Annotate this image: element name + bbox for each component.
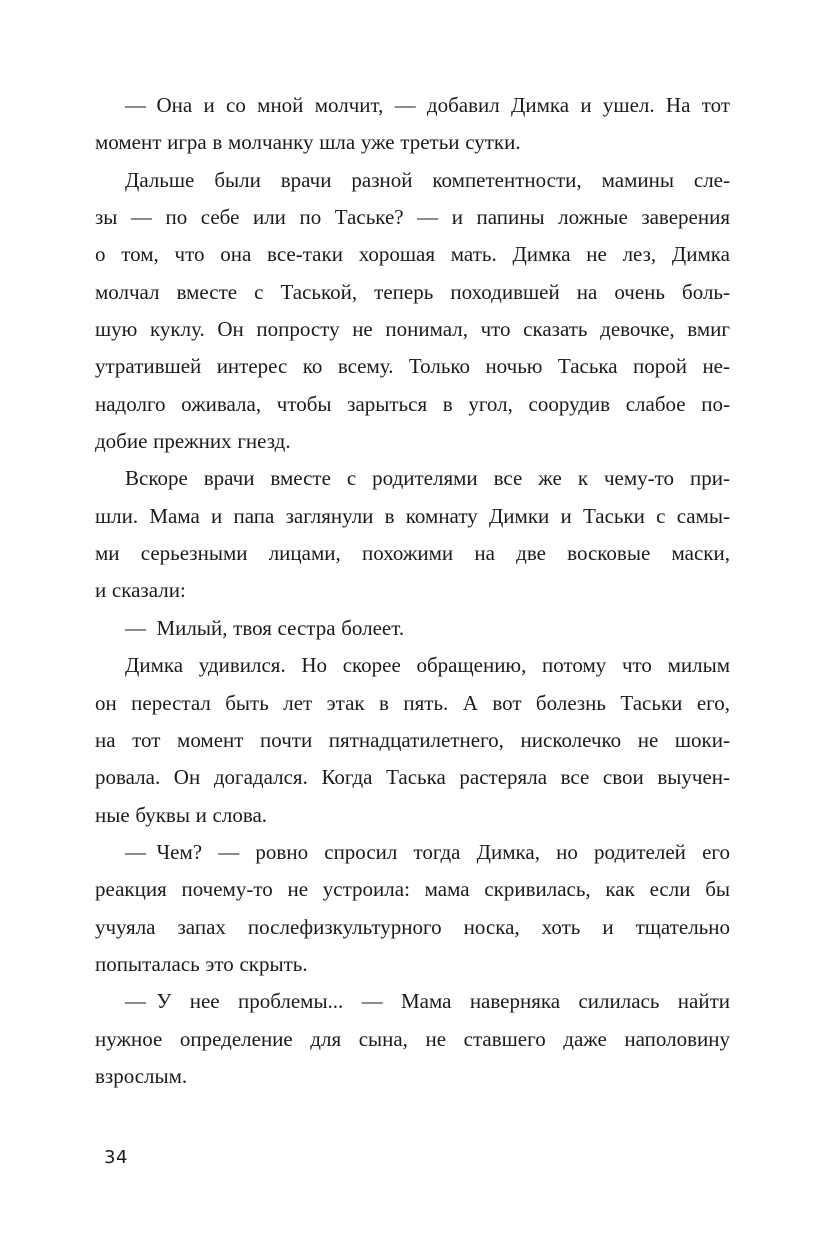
- text-line: нужное определение для сына, не ставшего даже наполовину: [95, 1026, 730, 1051]
- text-line: ровала. Он догадался. Когда Таська растеряла все свои выучен-: [95, 765, 730, 790]
- paragraph: [95, 983, 730, 1095]
- text-line: и сказали:: [95, 578, 186, 603]
- text-line: он перестал быть лет этак в пять. А вот болезнь Таськи его,: [95, 690, 730, 715]
- text-line: ные буквы и слова.: [95, 802, 268, 827]
- text-line: зы — по себе или по Таське? — и папины ложные заверения: [95, 205, 730, 230]
- text-line: надолго оживала, чтобы зарыться в угол, соорудив слабое по-: [95, 391, 730, 416]
- text-line: Дальше были врачи разной компетентности, мамины сле-: [125, 167, 730, 192]
- text-line: учуяла запах послефизкультурного носка, хоть и тщательно: [95, 914, 730, 939]
- paragraph: [95, 647, 730, 834]
- text-line: попыталась это скрыть.: [95, 951, 308, 976]
- paragraph: [95, 87, 730, 162]
- text-line: реакция почему-то не устроила: мама скривилась, как если бы: [95, 877, 730, 902]
- text-line: на тот момент почти пятнадцатилетнего, нисколечко не шоки-: [95, 727, 730, 752]
- text-line: — Милый, твоя сестра болеет.: [125, 615, 405, 640]
- paragraph: [95, 610, 730, 647]
- text-line: Вскоре врачи вместе с родителями все же к чему-то при-: [125, 466, 730, 491]
- paragraph: [95, 162, 730, 461]
- page-number: 34: [104, 1147, 128, 1168]
- text-line: утратившей интерес ко всему. Только ночью Таська порой не-: [95, 354, 730, 379]
- text-line: шли. Мама и папа заглянули в комнату Димки и Таськи с самы-: [95, 503, 730, 528]
- text-line: — У нее проблемы... — Мама наверняка силилась найти: [125, 989, 730, 1014]
- paragraph: [95, 460, 730, 609]
- text-line: о том, что она все-таки хорошая мать. Димка не лез, Димка: [95, 242, 730, 267]
- text-line: взрослым.: [95, 1063, 188, 1088]
- text-line: ми серьезными лицами, похожими на две восковые маски,: [95, 541, 730, 566]
- paragraph: [95, 834, 730, 983]
- text-line: добие прежних гнезд.: [95, 429, 291, 454]
- text-line: шую куклу. Он попросту не понимал, что сказать девочке, вмиг: [95, 317, 730, 342]
- text-line: — Чем? — ровно спросил тогда Димка, но родителей его: [125, 839, 730, 864]
- text-block: [95, 87, 730, 1095]
- text-line: Димка удивился. Но скорее обращению, потому что милым: [125, 653, 730, 678]
- text-line: момент игра в молчанку шла уже третьи сутки.: [95, 130, 521, 155]
- text-line: молчал вместе с Таськой, теперь походившей на очень боль-: [95, 279, 730, 304]
- text-line: — Она и со мной молчит, — добавил Димка и ушел. На тот: [125, 93, 730, 117]
